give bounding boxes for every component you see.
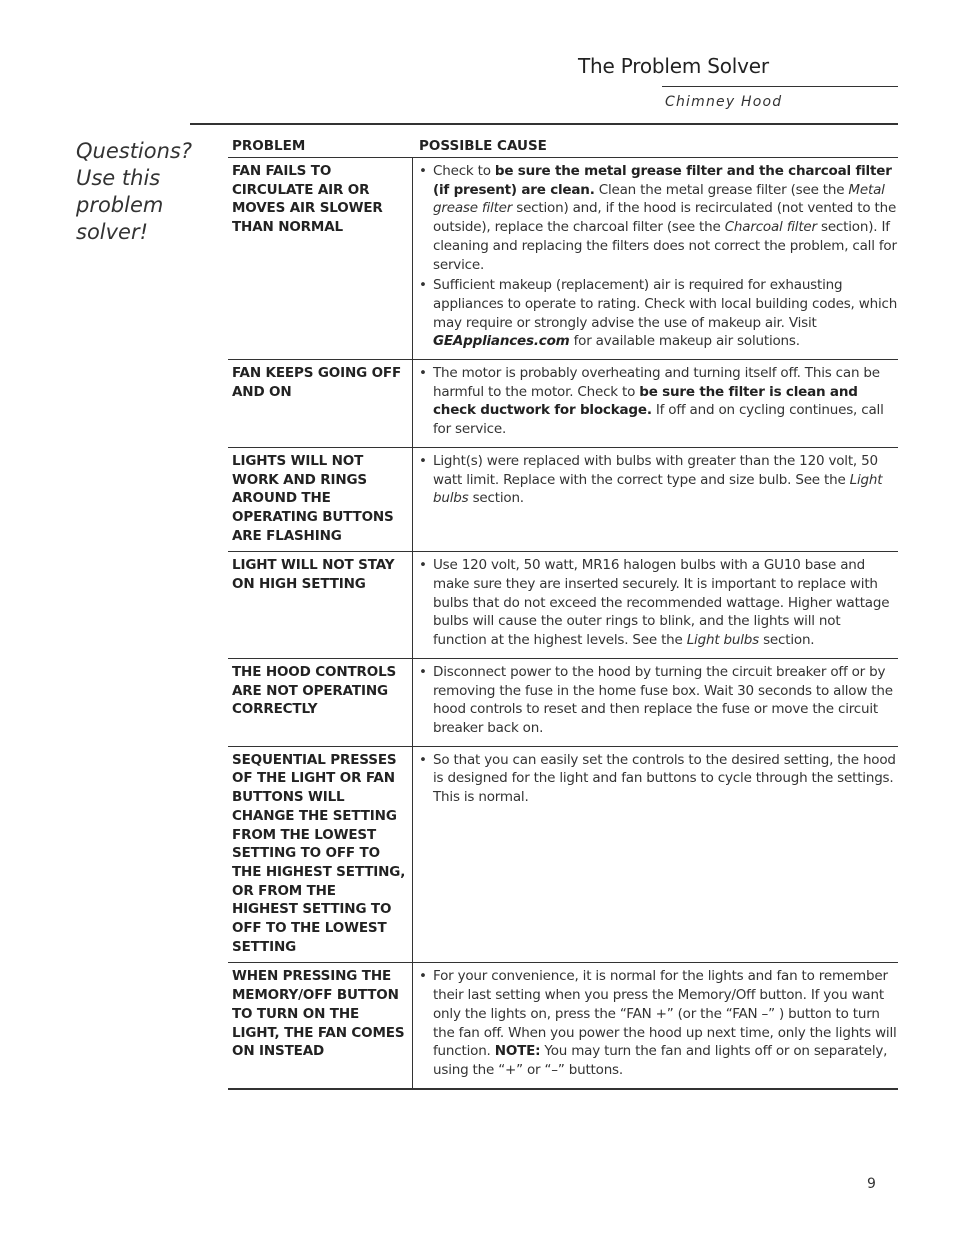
bullet-glyph: • (419, 277, 427, 294)
side-note-line: solver! (76, 220, 149, 244)
table-row (228, 552, 898, 659)
side-note-line: problem (76, 193, 164, 217)
cause-cell (413, 448, 898, 552)
cause-bullet (419, 751, 898, 807)
problem-cell: LIGHTS WILL NOT WORK AND RINGS AROUND THE OPERATING BUTTONS ARE FLASHING (228, 448, 413, 552)
cause-text: The motor is probably overheating and turning itself off. This can be harmful to the motor. Check to be sure the filter is clean and check ductwork for blockage. If off and on cycling continues, call for service. (433, 365, 884, 438)
header-rule (662, 86, 898, 87)
side-note-line: Use this (76, 166, 161, 190)
table-row (228, 360, 898, 448)
table-row (228, 659, 898, 747)
side-note (76, 138, 206, 246)
bullet-glyph: • (419, 452, 427, 469)
page-number: 9 (867, 1176, 876, 1192)
column-header-cause: POSSIBLE CAUSE (419, 138, 547, 154)
bullet-glyph: • (419, 968, 427, 985)
problem-cell: FAN KEEPS GOING OFF AND ON (228, 360, 413, 447)
side-note-line: Questions? (76, 139, 193, 163)
cause-text: Light(s) were replaced with bulbs with greater than the 120 volt, 50 watt limit. Replace with the correct type and size bulb. See the Light bulbs section. (433, 452, 883, 507)
problem-cell: WHEN PRESSING THE MEMORY/OFF BUTTON TO TURN ON THE LIGHT, THE FAN COMES ON INSTEAD (228, 963, 413, 1087)
cause-cell (413, 963, 898, 1087)
bullet-glyph: • (419, 751, 427, 768)
problem-solver-table (228, 136, 898, 1090)
table-row (228, 448, 898, 553)
cause-bullet (419, 452, 898, 508)
section-rule (190, 123, 898, 125)
cause-cell (413, 158, 898, 359)
bullet-glyph: • (419, 365, 427, 382)
table-row (228, 158, 898, 360)
page-title: The Problem Solver (578, 54, 769, 78)
problem-cell: FAN FAILS TO CIRCULATE AIR OR MOVES AIR SLOWER THAN NORMAL (228, 158, 413, 359)
cause-cell (413, 659, 898, 746)
cause-bullet (419, 162, 898, 274)
problem-cell: THE HOOD CONTROLS ARE NOT OPERATING CORRECTLY (228, 659, 413, 746)
cause-text: Sufficient makeup (replacement) air is required for exhausting appliances to operate to rating. Check with local building codes, which may require or strongly advise the use of makeup air. Visit GEAppliances.com for available makeup air solutions. (433, 277, 898, 350)
problem-cell: SEQUENTIAL PRESSES OF THE LIGHT OR FAN BUTTONS WILL CHANGE THE SETTING FROM THE LOWEST SETTING TO OFF TO THE HIGHEST SETTING, OR FROM THE HIGHEST SETTING TO OFF TO THE LOWEST SETTING (228, 747, 413, 963)
website-link[interactable]: GEAppliances.com (433, 333, 570, 350)
cause-text: Check to be sure the metal grease filter and the charcoal filter (if present) are clean. Clean the metal grease filter (see the Metal grease filter section) and, if the hood is recirculated (not vented to the outside), replace the charcoal filter (see the Charcoal filter section). If cleaning and replacing the filters does not correct the problem, call for service. (433, 163, 897, 273)
table-header (228, 136, 898, 158)
cause-cell (413, 747, 898, 963)
column-header-problem: PROBLEM (232, 138, 306, 154)
cause-bullet (419, 663, 898, 738)
cause-bullet (419, 556, 898, 650)
cause-bullet (419, 364, 898, 439)
cause-text: For your convenience, it is normal for the lights and fan to remember their last setting when you press the Memory/Off button. If you want only the lights on, press the “FAN +” (or the “FAN –” ) button to turn the fan off. When you power the hood up next time, only the lights will function. NOTE: You may turn the fan and lights off or on separately, using the “+” or “–” buttons. (433, 968, 897, 1078)
table-row (228, 747, 898, 964)
cause-bullet (419, 276, 898, 351)
bullet-glyph: • (419, 663, 427, 680)
cause-cell (413, 360, 898, 447)
page-subtitle: Chimney Hood (665, 94, 783, 110)
cause-bullet (419, 967, 898, 1079)
bullet-glyph: • (419, 557, 427, 574)
cause-text: Use 120 volt, 50 watt, MR16 halogen bulbs with a GU10 base and make sure they are inserted securely. It is important to replace with bulbs that do not exceed the recommended wattage. Higher wattage bulbs will cause the outer rings to blink, and the lights will not function at the highest levels. See the Light bulbs section. (433, 557, 890, 649)
problem-cell: LIGHT WILL NOT STAY ON HIGH SETTING (228, 552, 413, 658)
cause-text: So that you can easily set the controls to the desired setting, the hood is designed for the light and fan buttons to cycle through the settings. This is normal. (433, 751, 896, 806)
cause-text: Disconnect power to the hood by turning the circuit breaker off or by removing the fuse in the home fuse box. Wait 30 seconds to allow the hood controls to reset and then replace the fuse or move the circuit breaker back on. (433, 663, 893, 736)
bullet-glyph: • (419, 163, 427, 179)
table-row (228, 963, 898, 1089)
cause-cell (413, 552, 898, 658)
